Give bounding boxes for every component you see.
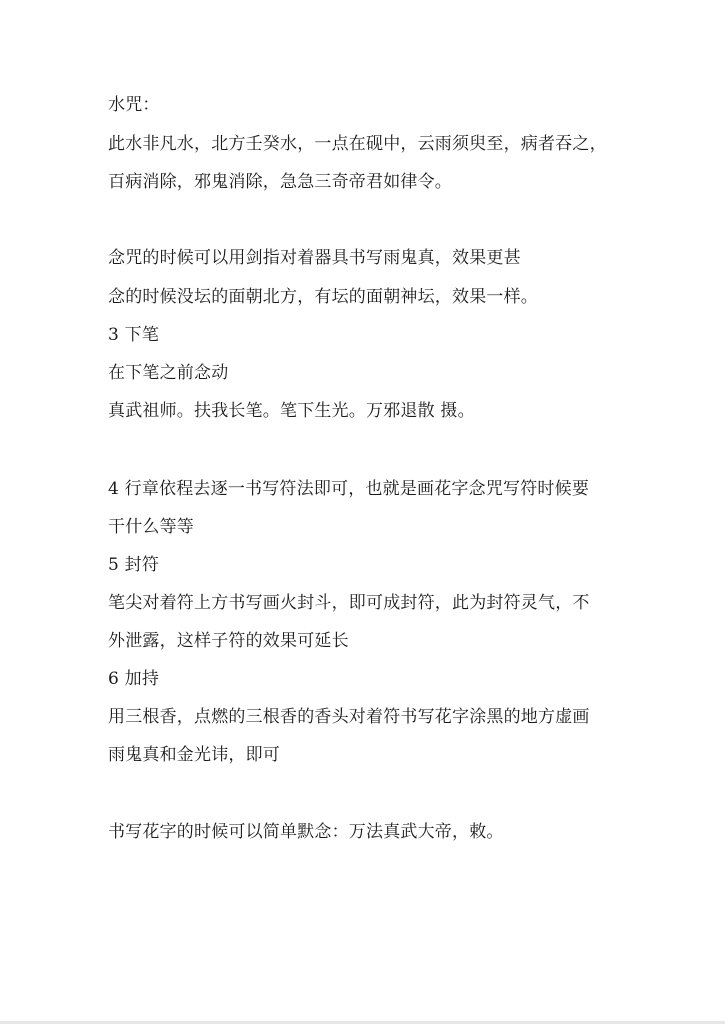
text-line-section6-1: 用三根香，点燃的三根香的香头对着符书写花字涂黑的地方虚画	[108, 707, 590, 727]
section-heading-4: 4 行章依程去逐一书写符法即可，也就是画花字念咒写符时候要	[108, 479, 590, 499]
text-line-spell-1: 此水非凡水，北方壬癸水，一点在砚中，云雨须臾至，病者吞之，	[108, 134, 607, 154]
text-line-section5-1: 笔尖对着符上方书写画火封斗，即可成封符，此为封符灵气，不	[108, 593, 590, 613]
text-line-section4-2: 干什么等等	[108, 517, 194, 537]
text-line-section3-2: 真武祖师。扶我长笔。笔下生光。万邪退散 摄。	[108, 401, 475, 421]
text-line-section5-2: 外泄露，这样子符的效果可延长	[108, 631, 349, 651]
section-heading-5: 5 封符	[108, 555, 160, 575]
text-line-spell-2: 百病消除，邪鬼消除，急急三奇帝君如律令。	[108, 172, 452, 192]
text-line-closing: 书写花字的时候可以简单默念：万法真武大帝，敕。	[108, 822, 504, 842]
text-line-section3-1: 在下笔之前念动	[108, 363, 229, 383]
text-line-section6-2: 雨鬼真和金光讳，即可	[108, 745, 280, 765]
text-line-chant-2: 念的时候没坛的面朝北方，有坛的面朝神坛，效果一样。	[108, 287, 538, 307]
text-line-water-spell-title: 水咒：	[108, 95, 160, 115]
section-heading-3: 3 下笔	[108, 325, 160, 345]
text-line-chant-1: 念咒的时候可以用剑指对着器具书写雨鬼真，效果更甚	[108, 248, 521, 268]
section-heading-6: 6 加持	[108, 669, 160, 689]
